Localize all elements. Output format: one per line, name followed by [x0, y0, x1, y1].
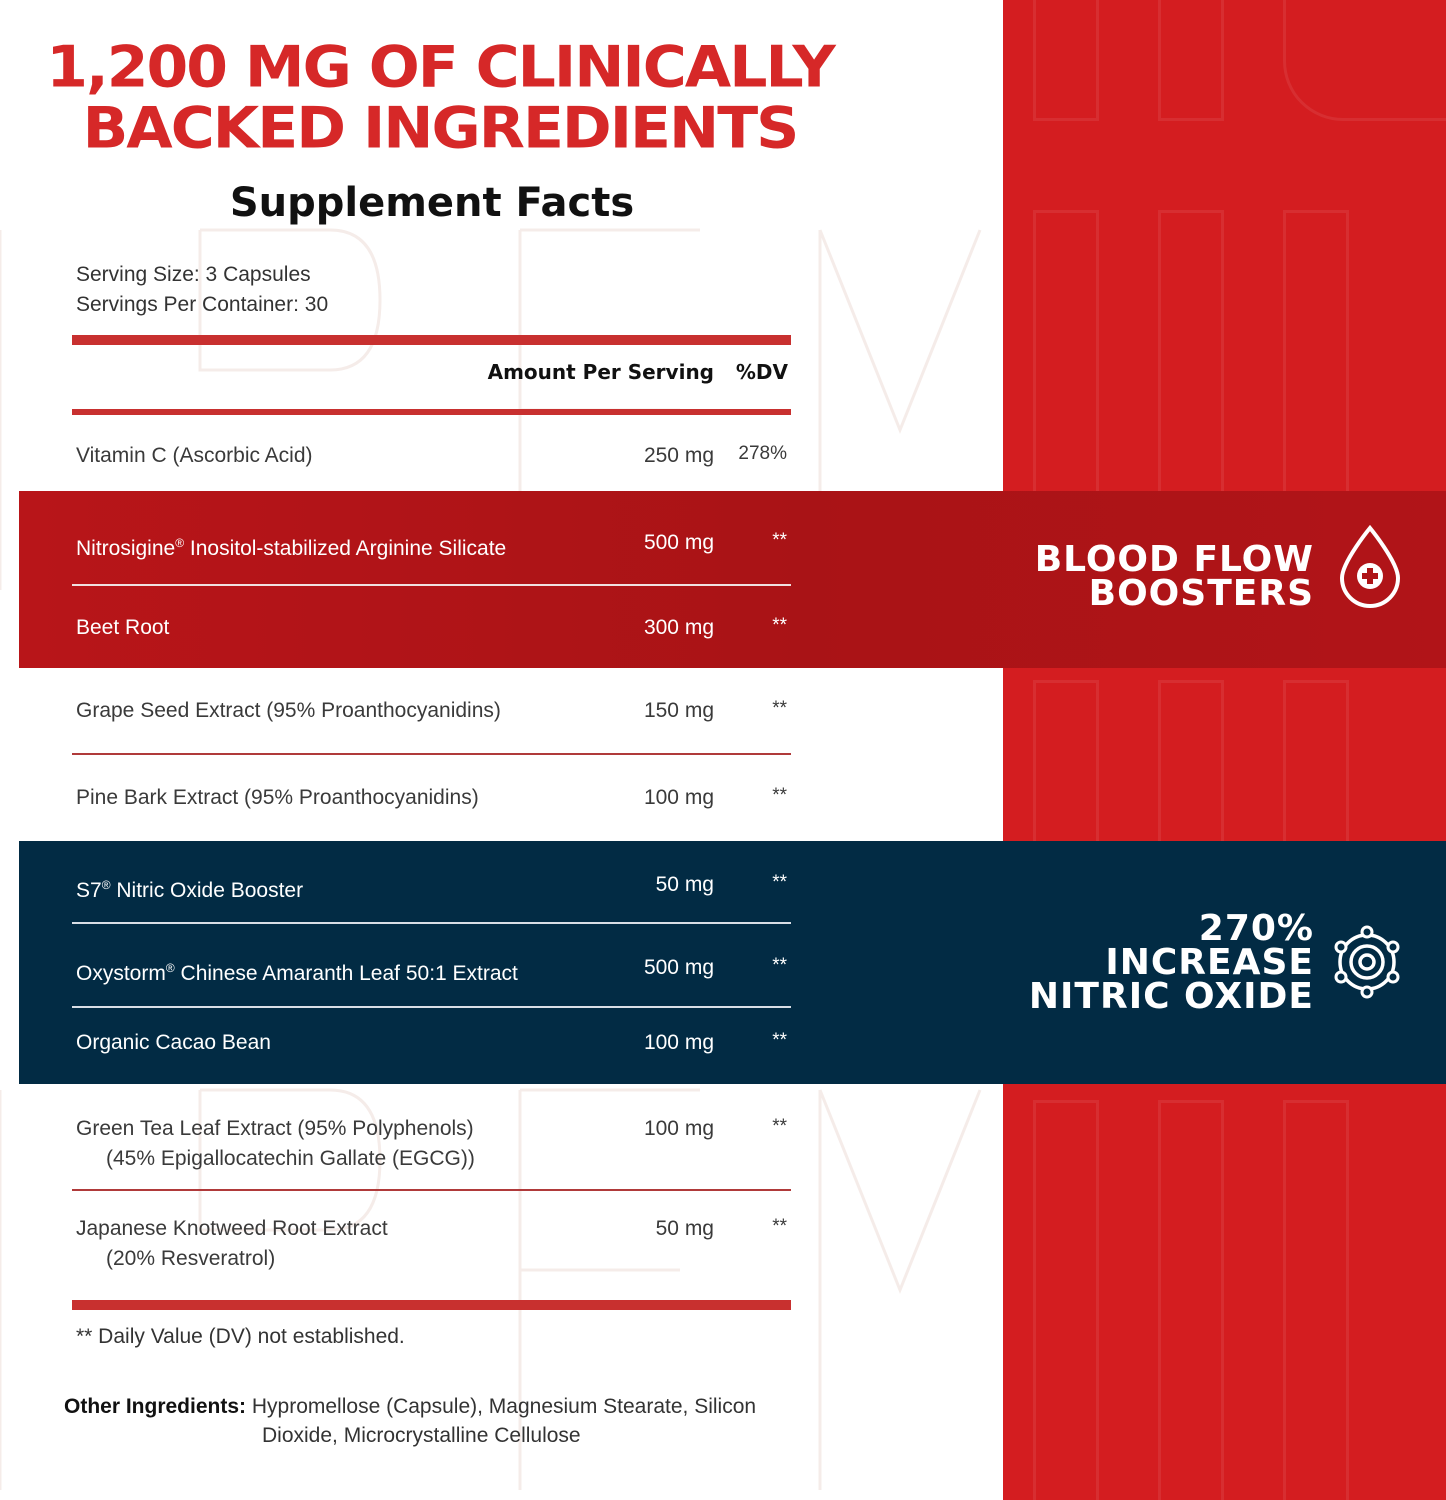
blood-flow-callout — [1034, 539, 1314, 614]
nitric-oxide-line-2: INCREASE — [1105, 942, 1314, 983]
ingredient-dv: ** — [772, 530, 787, 551]
divider-thick-top — [72, 335, 791, 345]
supplement-facts-title: Supplement Facts — [229, 180, 635, 226]
divider-header — [72, 409, 791, 415]
ingredient-dv: ** — [772, 615, 787, 636]
header-dv: %DV — [735, 360, 788, 384]
ingredient-dv: ** — [772, 698, 787, 719]
ingredient-dv: ** — [772, 785, 787, 806]
ingredient-amount: 500 mg — [643, 531, 714, 554]
ingredient-amount: 100 mg — [643, 1117, 714, 1140]
decor-pillar — [1033, 0, 1099, 121]
ingredient-name: Grape Seed Extract (95% Proanthocyanidins) — [76, 699, 501, 722]
row-divider — [72, 753, 791, 755]
servings-per-container: Servings Per Container: 30 — [76, 293, 329, 316]
ingredient-name: Oxystorm® Chinese Amaranth Leaf 50:1 Extract — [76, 961, 518, 985]
decor-pillar — [1158, 680, 1224, 856]
ingredient-name: S7® Nitric Oxide Booster — [76, 878, 304, 902]
headline — [40, 34, 840, 162]
headline-line-1: 1,200 MG OF CLINICALLY — [46, 34, 834, 101]
other-ingredients-line-1: Hypromellose (Capsule), Magnesium Stearate, Silicon — [246, 1395, 757, 1418]
ingredient-amount: 500 mg — [643, 956, 714, 979]
row-divider — [72, 1189, 791, 1191]
ingredient-dv: ** — [772, 955, 787, 976]
footnote-dv: ** Daily Value (DV) not established. — [76, 1325, 405, 1348]
ingredient-amount: 100 mg — [643, 1031, 714, 1054]
decor-pillar — [1033, 210, 1099, 506]
row-divider — [72, 584, 791, 586]
serving-size: Serving Size: 3 Capsules — [76, 263, 311, 286]
ingredient-amount: 150 mg — [643, 699, 714, 722]
ingredient-dv: ** — [772, 1116, 787, 1137]
ingredient-dv: 278% — [738, 443, 787, 464]
watermark-decoration — [0, 190, 1003, 1490]
ingredient-name: Vitamin C (Ascorbic Acid) — [76, 444, 313, 467]
nitric-oxide-callout — [1028, 908, 1314, 1017]
ingredient-amount: 300 mg — [643, 616, 714, 639]
decor-pillar — [1158, 1100, 1224, 1500]
blood-drop-plus-icon — [1336, 524, 1404, 608]
ingredient-amount: 100 mg — [643, 786, 714, 809]
decor-pillar — [1283, 680, 1349, 856]
ingredient-amount: 50 mg — [655, 1217, 714, 1240]
decor-pillar — [1283, 0, 1446, 121]
other-ingredients-line-2: Dioxide, Microcrystalline Cellulose — [262, 1424, 581, 1447]
headline-line-2: BACKED INGREDIENTS — [82, 95, 798, 162]
divider-thick-bottom — [72, 1300, 791, 1310]
molecule-icon — [1330, 924, 1404, 1000]
blood-flow-line-1: BLOOD FLOW — [1034, 539, 1314, 580]
decor-pillar — [1283, 210, 1349, 506]
other-ingredients-label: Other Ingredients: — [64, 1395, 247, 1418]
ingredient-name: Nitrosigine® Inositol-stabilized Arginine Silicate — [76, 536, 507, 560]
ingredient-amount: 50 mg — [655, 873, 714, 896]
ingredient-name: Japanese Knotweed Root Extract (20% Resveratrol) — [76, 1217, 388, 1270]
blood-flow-line-2: BOOSTERS — [1088, 573, 1314, 614]
decor-pillar — [1033, 680, 1099, 856]
ingredient-name: Organic Cacao Bean — [76, 1031, 271, 1054]
decor-pillar — [1033, 1100, 1099, 1500]
decor-pillar — [1158, 0, 1224, 121]
ingredient-dv: ** — [772, 1216, 787, 1237]
ingredient-dv: ** — [772, 872, 787, 893]
right-panel — [1003, 0, 1446, 1500]
header-amount-per-serving: Amount Per Serving — [487, 360, 714, 384]
row-divider — [72, 1006, 791, 1008]
nitric-oxide-line-1: 270% — [1198, 908, 1314, 949]
row-divider — [72, 922, 791, 924]
decor-pillar — [1158, 210, 1224, 506]
ingredient-dv: ** — [772, 1030, 787, 1051]
other-ingredients — [64, 1392, 824, 1450]
nitric-oxide-line-3: NITRIC OXIDE — [1028, 976, 1314, 1017]
decor-pillar — [1283, 1100, 1349, 1500]
ingredient-name: Pine Bark Extract (95% Proanthocyanidins) — [76, 786, 479, 809]
ingredient-name: Beet Root — [76, 616, 170, 639]
ingredient-name: Green Tea Leaf Extract (95% Polyphenols) (45% Epigallocatechin Gallate (EGCG)) — [76, 1117, 475, 1170]
ingredient-amount: 250 mg — [643, 444, 714, 467]
